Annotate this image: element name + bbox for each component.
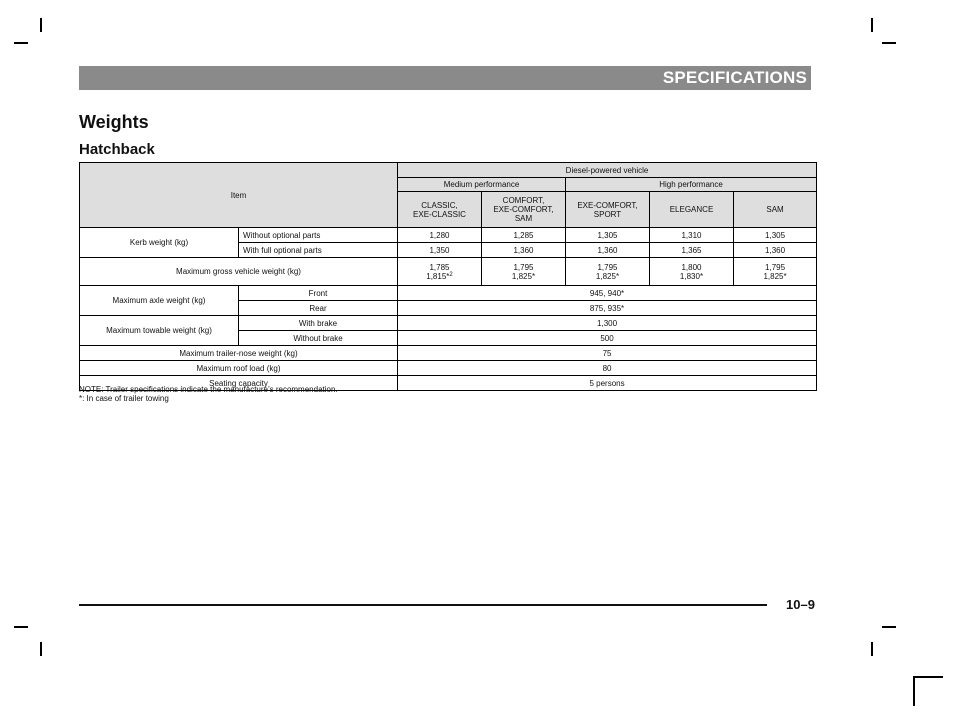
gross-weight-cell: 1,785 1,815*$^2$ bbox=[398, 258, 482, 286]
weights-table bbox=[79, 162, 817, 391]
table-header-row bbox=[80, 163, 817, 178]
towable-with-label: With brake bbox=[239, 316, 398, 331]
group-header: Diesel-powered vehicle bbox=[398, 163, 817, 178]
page-subtitle: Hatchback bbox=[79, 141, 155, 158]
variant-header: EXE-COMFORT, SPORT bbox=[566, 192, 650, 228]
table-cell: 1,360 bbox=[482, 243, 566, 258]
crop-mark bbox=[871, 642, 873, 656]
gross-weight-cell: 1,795 1,825* bbox=[734, 258, 817, 286]
high-performance-header: High performance bbox=[566, 178, 817, 192]
table-cell: 1,280 bbox=[398, 228, 482, 243]
kerb-without-label: Without optional parts bbox=[239, 228, 398, 243]
axle-front-value: 945, 940* bbox=[398, 286, 817, 301]
table-row bbox=[80, 228, 817, 243]
table-row bbox=[80, 258, 817, 286]
item-header: Item bbox=[80, 163, 398, 228]
variant-header: ELEGANCE bbox=[650, 192, 734, 228]
table-cell: 1,350 bbox=[398, 243, 482, 258]
axle-rear-value: 875, 935* bbox=[398, 301, 817, 316]
crop-mark bbox=[40, 18, 42, 32]
roof-load-label: Maximum roof load (kg) bbox=[80, 361, 398, 376]
gross-weight-label: Maximum gross vehicle weight (kg) bbox=[80, 258, 398, 286]
variant-header: COMFORT, EXE-COMFORT, SAM bbox=[482, 192, 566, 228]
towable-without-value: 500 bbox=[398, 331, 817, 346]
variant-header: SAM bbox=[734, 192, 817, 228]
towable-with-value: 1,300 bbox=[398, 316, 817, 331]
crop-mark bbox=[913, 676, 943, 678]
crop-mark bbox=[40, 642, 42, 656]
medium-performance-header: Medium performance bbox=[398, 178, 566, 192]
crop-mark bbox=[14, 626, 28, 628]
table-row bbox=[80, 346, 817, 361]
table-cell: 1,365 bbox=[650, 243, 734, 258]
crop-mark bbox=[913, 676, 915, 706]
variant-header: CLASSIC, EXE-CLASSIC bbox=[398, 192, 482, 228]
towable-without-label: Without brake bbox=[239, 331, 398, 346]
table-row bbox=[80, 316, 817, 331]
table-cell: 1,285 bbox=[482, 228, 566, 243]
gross-weight-cell: 1,800 1,830* bbox=[650, 258, 734, 286]
table-cell: 1,360 bbox=[566, 243, 650, 258]
seating-capacity-value: 5 persons bbox=[398, 376, 817, 391]
note-line: *: In case of trailer towing bbox=[79, 394, 169, 403]
kerb-with-label: With full optional parts bbox=[239, 243, 398, 258]
table-cell: 1,305 bbox=[566, 228, 650, 243]
table-cell: 1,310 bbox=[650, 228, 734, 243]
axle-rear-label: Rear bbox=[239, 301, 398, 316]
note-line: NOTE: Trailer specifications indicate the manufacture’s recommendation. bbox=[79, 385, 338, 394]
roof-load-value: 80 bbox=[398, 361, 817, 376]
table-cell: 1,360 bbox=[734, 243, 817, 258]
crop-mark bbox=[882, 626, 896, 628]
crop-mark bbox=[882, 42, 896, 44]
gross-weight-cell: 1,795 1,825* bbox=[482, 258, 566, 286]
crop-mark bbox=[871, 18, 873, 32]
notes bbox=[79, 385, 338, 403]
kerb-weight-label: Kerb weight (kg) bbox=[80, 228, 239, 258]
gross-weight-cell: 1,795 1,825* bbox=[566, 258, 650, 286]
trailer-nose-value: 75 bbox=[398, 346, 817, 361]
table-cell: 1,305 bbox=[734, 228, 817, 243]
axle-front-label: Front bbox=[239, 286, 398, 301]
table-row bbox=[80, 361, 817, 376]
page-number: 10–9 bbox=[786, 597, 815, 612]
crop-mark bbox=[14, 42, 28, 44]
seating-capacity-label: Seating capacity bbox=[80, 376, 398, 391]
towable-weight-label: Maximum towable weight (kg) bbox=[80, 316, 239, 346]
footer-rule bbox=[79, 604, 767, 606]
page-title: Weights bbox=[79, 112, 149, 132]
axle-weight-label: Maximum axle weight (kg) bbox=[80, 286, 239, 316]
table-row bbox=[80, 286, 817, 301]
trailer-nose-label: Maximum trailer-nose weight (kg) bbox=[80, 346, 398, 361]
section-header: SPECIFICATIONS bbox=[79, 66, 811, 90]
